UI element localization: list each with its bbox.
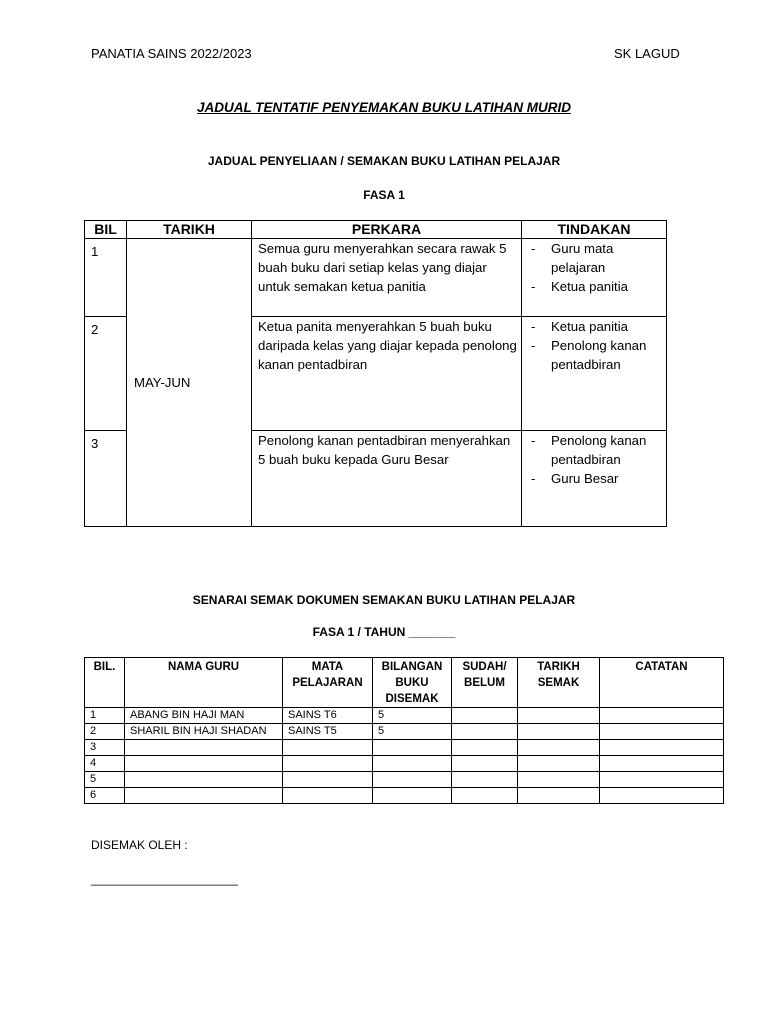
col-header-perkara: PERKARA (252, 221, 522, 239)
schedule-subtitle: JADUAL PENYELIAAN / SEMAKAN BUKU LATIHAN PELAJAR (207, 154, 561, 168)
cell-catatan (600, 708, 724, 724)
checklist-row (85, 708, 724, 724)
col-header-tindakan: TINDAKAN (522, 221, 667, 239)
checklist-table (84, 657, 724, 804)
checklist-subtitle: SENARAI SEMAK DOKUMEN SEMAKAN BUKU LATIHAN PELAJAR (192, 593, 576, 607)
cell-sudah-belum (452, 788, 518, 804)
checklist-row (85, 788, 724, 804)
cell-sudah-belum (452, 772, 518, 788)
action-cell (522, 239, 667, 317)
col-header-tarikh: TARIKH (127, 221, 252, 239)
phase-label: FASA 1 (363, 188, 405, 202)
col-header-bil: BIL (85, 221, 127, 239)
task-cell: Semua guru menyerahkan secara rawak 5 buah buku dari setiap kelas yang diajar untuk semakan ketua panitia (252, 239, 522, 317)
cell-nama-guru (125, 788, 283, 804)
cell-bil: 6 (85, 788, 125, 804)
schedule-header-row (85, 221, 667, 239)
schedule-row (85, 239, 667, 317)
checklist-row (85, 740, 724, 756)
action-cell (522, 431, 667, 527)
cell-nama-guru (125, 740, 283, 756)
cell-bil: 1 (85, 708, 125, 724)
cell-sudah-belum (452, 756, 518, 772)
cell-sudah-belum (452, 724, 518, 740)
action-item: - Penolong kanan pentadbiran (551, 431, 658, 469)
task-cell: Ketua panita menyerahkan 5 buah buku daripada kelas yang diajar kepada penolong kanan pentadbiran (252, 317, 522, 431)
header-right: SK LAGUD (614, 46, 680, 61)
task-cell: Penolong kanan pentadbiran menyerahkan 5 buah buku kepada Guru Besar (252, 431, 522, 527)
cell-mata-pelajaran: SAINS T6 (283, 708, 373, 724)
col-header-sudah-belum: SUDAH/ BELUM (452, 658, 518, 708)
cell-mata-pelajaran (283, 772, 373, 788)
cell-nama-guru: ABANG BIN HAJI MAN (125, 708, 283, 724)
col-header-mata-pelajaran: MATA PELAJARAN (283, 658, 373, 708)
cell-mata-pelajaran (283, 756, 373, 772)
cell-bilangan-buku: 5 (373, 708, 452, 724)
date-cell: MAY-JUN (127, 239, 252, 527)
cell-bil: 2 (85, 724, 125, 740)
col-header-bil: BIL. (85, 658, 125, 708)
col-header-nama-guru: NAMA GURU (125, 658, 283, 708)
cell-tarikh-semak (518, 756, 600, 772)
action-item: - Ketua panitia (551, 277, 658, 296)
cell-bilangan-buku (373, 756, 452, 772)
checklist-row (85, 756, 724, 772)
row-number: 3 (85, 431, 127, 527)
cell-nama-guru (125, 756, 283, 772)
cell-tarikh-semak (518, 708, 600, 724)
cell-catatan (600, 724, 724, 740)
cell-bilangan-buku (373, 772, 452, 788)
cell-bil: 5 (85, 772, 125, 788)
cell-tarikh-semak (518, 724, 600, 740)
cell-mata-pelajaran (283, 788, 373, 804)
cell-sudah-belum (452, 708, 518, 724)
cell-nama-guru (125, 772, 283, 788)
col-header-bilangan-buku: BILANGAN BUKU DISEMAK (373, 658, 452, 708)
action-item: - Guru Besar (551, 469, 658, 488)
row-number: 1 (85, 239, 127, 317)
cell-catatan (600, 772, 724, 788)
row-number: 2 (85, 317, 127, 431)
page-title: JADUAL TENTATIF PENYEMAKAN BUKU LATIHAN MURID (197, 100, 571, 115)
cell-tarikh-semak (518, 740, 600, 756)
action-item: - Ketua panitia (551, 317, 658, 336)
cell-nama-guru: SHARIL BIN HAJI SHADAN (125, 724, 283, 740)
cell-bilangan-buku (373, 788, 452, 804)
checklist-phase-label: FASA 1 / TAHUN _______ (312, 625, 456, 639)
cell-bilangan-buku: 5 (373, 724, 452, 740)
checklist-header-row (85, 658, 724, 708)
signature-line: ______________________ (91, 872, 238, 886)
cell-tarikh-semak (518, 788, 600, 804)
action-item: - Guru mata pelajaran (551, 239, 658, 277)
action-cell (522, 317, 667, 431)
cell-bilangan-buku (373, 740, 452, 756)
cell-catatan (600, 788, 724, 804)
cell-catatan (600, 756, 724, 772)
cell-bil: 4 (85, 756, 125, 772)
header-left: PANATIA SAINS 2022/2023 (91, 46, 252, 61)
col-header-tarikh-semak: TARIKH SEMAK (518, 658, 600, 708)
col-header-catatan: CATATAN (600, 658, 724, 708)
checklist-row (85, 772, 724, 788)
cell-sudah-belum (452, 740, 518, 756)
cell-mata-pelajaran (283, 740, 373, 756)
cell-catatan (600, 740, 724, 756)
cell-tarikh-semak (518, 772, 600, 788)
schedule-table (84, 220, 667, 527)
cell-mata-pelajaran: SAINS T5 (283, 724, 373, 740)
checked-by-label: DISEMAK OLEH : (91, 838, 188, 852)
checklist-row (85, 724, 724, 740)
cell-bil: 3 (85, 740, 125, 756)
action-item: - Penolong kanan pentadbiran (551, 336, 658, 374)
